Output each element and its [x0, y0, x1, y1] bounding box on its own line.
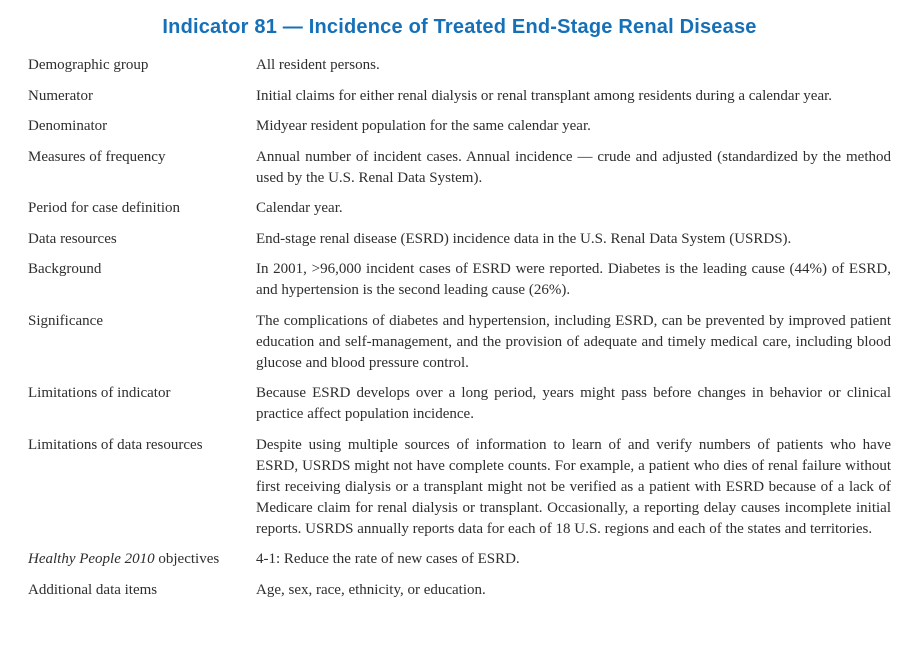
row-label: Measures of frequency	[28, 148, 166, 165]
row-label: Denominator	[28, 118, 108, 134]
definition-row	[28, 198, 891, 219]
definition-row	[28, 229, 891, 250]
row-label: Data resources	[28, 230, 117, 247]
definition-row	[28, 147, 891, 189]
row-label-italic: Healthy People 2010	[28, 551, 155, 567]
row-text: Age, sex, race, ethnicity, or education.	[256, 581, 486, 598]
definition-row	[28, 383, 891, 425]
row-text: 4-1: Reduce the rate of new cases of ESRD.	[256, 551, 520, 567]
row-label: Demographic group	[28, 57, 149, 73]
row-label: Limitations of indicator	[28, 385, 171, 401]
row-text: The complications of diabetes and hypertension, including ESRD, can be prevented by improved patient education and self-management, and the provision of adequate and timely medical care, including blood glucose and blood pressure control.	[256, 312, 891, 371]
definition-row	[28, 55, 891, 76]
page-title: Indicator 81 — Incidence of Treated End-Stage Renal Disease	[162, 16, 757, 38]
definition-row	[28, 435, 891, 540]
row-label: Numerator	[28, 87, 93, 104]
row-label: Period for case definition	[28, 200, 181, 216]
definition-row	[28, 580, 891, 601]
row-label: Additional data items	[28, 581, 158, 598]
row-label: Background	[28, 261, 102, 277]
row-label: Limitations of data resources	[28, 436, 203, 453]
row-label	[28, 549, 256, 570]
definition-row	[28, 549, 891, 570]
definition-row	[28, 311, 891, 374]
row-text: Initial claims for either renal dialysis or renal transplant among residents during a calendar year.	[256, 87, 833, 104]
definition-row	[28, 116, 891, 137]
definition-list	[28, 55, 891, 601]
row-text: Annual number of incident cases. Annual incidence — crude and adjusted (standardized by the method used by the U.S. Renal Data System).	[256, 148, 891, 186]
row-label-rest: objectives	[158, 551, 220, 567]
row-text: All resident persons.	[256, 57, 380, 73]
row-text: Midyear resident population for the same calendar year.	[256, 118, 591, 134]
row-text: Despite using multiple sources of information to learn of and verify numbers of patients who have ESRD, USRDS might not have complete counts. For example, a patient who dies of renal failure without first receiving dialysis or a transplant might not be verified as a patient with ESRD because of a lack of Medicare claim for renal dialysis or transplant. Occasionally, a reporting delay causes incomplete initial reports. USRDS annually reports data for each of 18 U.S. regions and each of the states and territories.	[256, 436, 891, 537]
row-label: Significance	[28, 312, 103, 329]
definition-row	[28, 259, 891, 301]
row-text: End-stage renal disease (ESRD) incidence data in the U.S. Renal Data System (USRDS).	[256, 230, 792, 247]
row-text: Because ESRD develops over a long period, years might pass before changes in behavior or clinical practice affect population incidence.	[256, 385, 891, 422]
definition-row	[28, 86, 891, 107]
row-text: Calendar year.	[256, 200, 343, 216]
row-text: In 2001, >96,000 incident cases of ESRD were reported. Diabetes is the leading cause (44%) of ESRD, and hypertension is the second leading cause (26%).	[256, 261, 891, 298]
